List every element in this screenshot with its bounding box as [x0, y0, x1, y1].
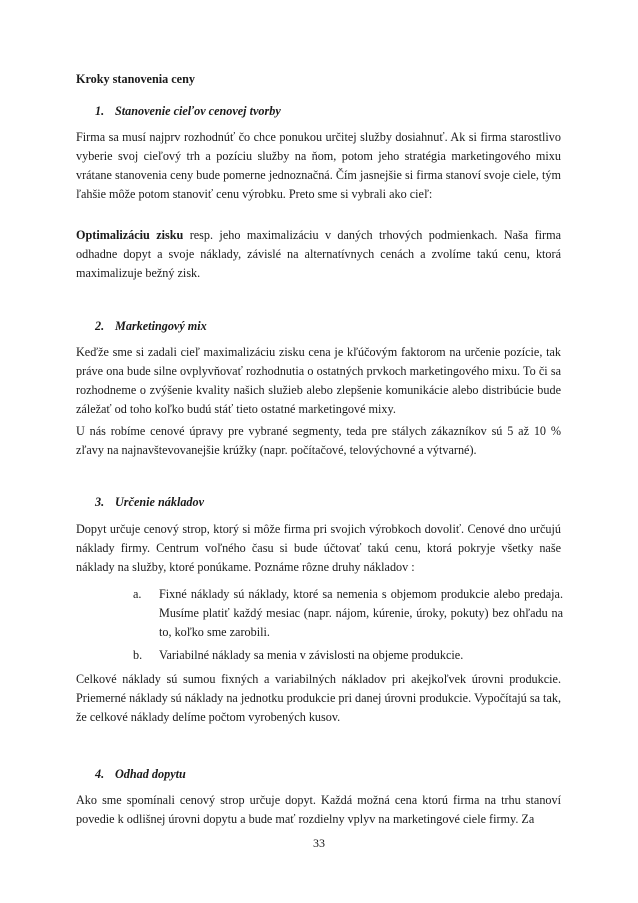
section-2-paragraph-1: Keďže sme si zadali cieľ maximalizáciu zisku cena je kľúčovým faktorom na určenie pozície, tak práve ona bude silne ovplyvňovať rozhodnutia o ostatných prvkoch marketingového mixu. To či sa rozhodneme o zvýšenie kvality našich služieb alebo zlepšenie komunikácie alebo distribúcie bude záležať od toho koľko budú stáť tieto ostatné marketingové mixy.: [76, 345, 561, 416]
section-4-number: 4.: [95, 767, 105, 781]
section-1-paragraph-1: Firma sa musí najprv rozhodnúť čo chce ponukou určitej služby dosiahnuť. Ak si firma starostlivo vyberie svoj cieľový trh a pozíciu služby na ňom, potom jeho stratégia marketingového mixu vrátane stanovenia ceny bude pomerne jednoznačná. Čím jasnejšie si firma stanoví svoje ciele, tým ľahšie môže potom stanoviť cenu výrobku. Preto sme si vybrali ako cieľ:: [76, 130, 561, 201]
section-3-paragraph-2: Celkové náklady sú sumou fixných a variabilných nákladov pri akejkoľvek úrovni produkcie. Priemerné náklady sú náklady na jednotku produkcie pri danej úrovni produkcie. Vypočítajú sa tak, že celkové náklady delíme počtom vyrobených kusov.: [76, 672, 561, 724]
list-marker: a.: [133, 587, 142, 601]
document-heading: Kroky stanovenia ceny: [76, 72, 195, 86]
bold-lead-rest: resp. jeho maximalizáciu v daných trhových podmienkach. Naša firma odhadne dopyt a svoje náklady, závislé na alternatívnych cenách a zvolíme takú cenu, ktorá maximalizuje bežný zisk.: [76, 228, 561, 280]
section-4-paragraph-1: Ako sme spomínali cenový strop určuje dopyt. Každá možná cena ktorú firma na trhu stanoví povedie k odlišnej úrovni dopytu a bude mať rozdielny vplyv na marketingové ciele firmy. Za: [76, 793, 561, 826]
section-1-heading: [95, 104, 281, 119]
page-number: 33: [313, 836, 325, 850]
section-4-heading: [95, 767, 186, 782]
section-3-heading: [95, 495, 204, 510]
section-4-title: Odhad dopytu: [115, 767, 186, 781]
section-2-title: Marketingový mix: [115, 319, 207, 333]
list-item: [133, 646, 563, 665]
bold-lead: Optimalizáciu zisku: [76, 228, 184, 242]
section-1-number: 1.: [95, 104, 105, 118]
list-text: Fixné náklady sú náklady, ktoré sa nemenia s objemom produkcie alebo predaja. Musíme platiť každý mesiac (napr. nájom, kúrenie, úroky, pokuty) bez ohľadu na to, koľko sme zarobili.: [159, 587, 563, 639]
section-2-heading: [95, 319, 207, 334]
section-2-paragraph-2: U nás robíme cenové úpravy pre vybrané segmenty, teda pre stálych zákazníkov sú 5 až 10 % zľavy na najnavštevovanejšie krúžky (napr. počítačové, telovýchovné a výtvarné).: [76, 424, 561, 457]
section-3-number: 3.: [95, 495, 105, 509]
section-2-number: 2.: [95, 319, 105, 333]
section-3-paragraph-1: Dopyt určuje cenový strop, ktorý si môže firma pri svojich výrobkoch dovoliť. Cenové dno určujú náklady firmy. Centrum voľného času si bude účtovať takú cenu, ktorá pokryje všetky naše náklady na služby, ktoré ponúkame. Poznáme rôzne druhy nákladov :: [76, 522, 561, 574]
list-marker: b.: [133, 648, 143, 662]
section-1-paragraph-2: [76, 226, 561, 283]
section-1-title: Stanovenie cieľov cenovej tvorby: [115, 104, 281, 118]
section-3-title: Určenie nákladov: [115, 495, 205, 509]
list-item: [133, 585, 563, 642]
list-text: Variabilné náklady sa menia v závislosti na objeme produkcie.: [159, 648, 464, 662]
